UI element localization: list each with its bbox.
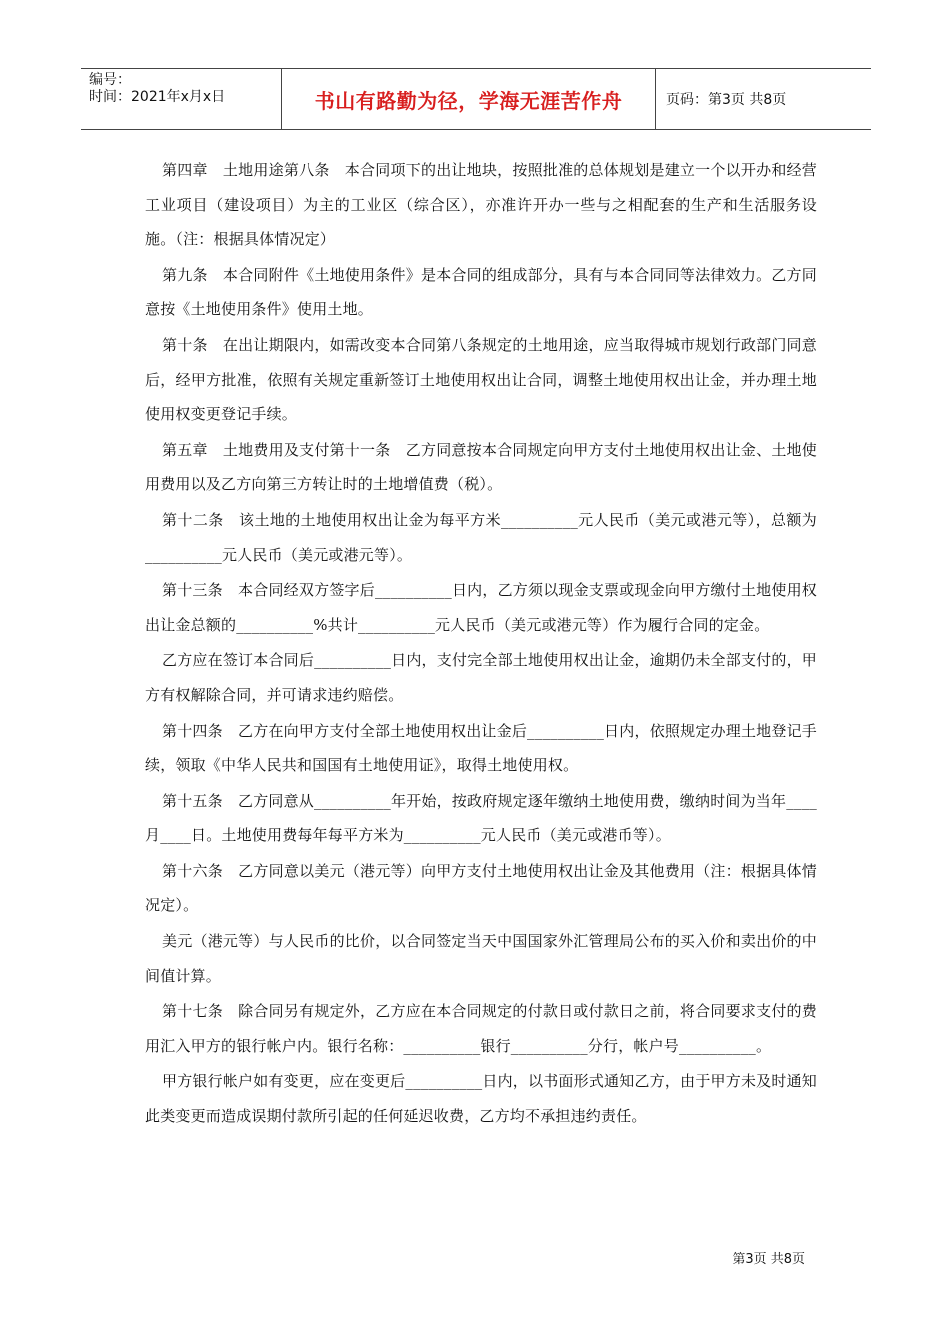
paragraph: 乙方应在签订本合同后__________日内，支付完全部土地使用权出让金，逾期仍未全部支付的，甲方有权解除合同，并可请求违约赔偿。 xyxy=(145,651,817,704)
header-motto: 书山有路勤为径，学海无涯苦作舟 xyxy=(282,69,656,129)
paragraph: 第十七条 除合同另有规定外，乙方应在本合同规定的付款日或付款日之前，将合同要求支付的费用汇入甲方的银行帐户内。银行名称：__________银行__________分行，帐户号__________。 xyxy=(145,1002,817,1055)
paragraph: 第十三条 本合同经双方签字后__________日内，乙方须以现金支票或现金向甲方缴付土地使用权出让金总额的__________%共计__________元人民币（美元或港元等）作为履行合同的定金。 xyxy=(145,581,817,634)
paragraph: 第九条 本合同附件《土地使用条件》是本合同的组成部分，具有与本合同同等法律效力。乙方同意按《土地使用条件》使用土地。 xyxy=(145,265,817,319)
page-footer-number: 第3页 共8页 xyxy=(732,1252,805,1267)
paragraph: 第十六条 乙方同意以美元（港元等）向甲方支付土地使用权出让金及其他费用（注：根据具体情况定）。 xyxy=(145,861,817,915)
header-meta xyxy=(81,69,282,129)
document-time-label: 时间：2021年x月x日 xyxy=(89,89,226,105)
document-body xyxy=(145,153,817,1135)
header-page-number: 页码：第3页 共8页 xyxy=(666,92,787,108)
paragraph: 第十条 在出让期限内，如需改变本合同第八条规定的土地用途，应当取得城市规划行政部门同意后，经甲方批准，依照有关规定重新签订土地使用权出让合同，调整土地使用权出让金，并办理土地使用权变更登记手续。 xyxy=(145,335,817,424)
paragraph: 美元（港元等）与人民币的比价，以合同签定当天中国国家外汇管理局公布的买入价和卖出价的中间值计算。 xyxy=(145,932,817,985)
paragraph: 第五章 土地费用及支付第十一条 乙方同意按本合同规定向甲方支付土地使用权出让金、土地使用费用以及乙方向第三方转让时的土地增值费（税）。 xyxy=(145,440,817,494)
paragraph: 第十二条 该土地的土地使用权出让金为每平方米__________元人民币（美元或港元等），总额为__________元人民币（美元或港元等）。 xyxy=(145,510,817,564)
paragraph: 甲方银行帐户如有变更，应在变更后__________日内，以书面形式通知乙方，由于甲方未及时通知此类变更而造成误期付款所引起的任何延迟收费，乙方均不承担违约责任。 xyxy=(145,1072,817,1126)
paragraph: 第十五条 乙方同意从__________年开始，按政府规定逐年缴纳土地使用费，缴纳时间为当年____月____日。土地使用费每年每平方米为__________元人民币（美元或港币等）。 xyxy=(145,791,818,845)
paragraph: 第十四条 乙方在向甲方支付全部土地使用权出让金后__________日内，依照规定办理土地登记手续，领取《中华人民共和国国有土地使用证》，取得土地使用权。 xyxy=(145,721,817,775)
paragraph: 第四章 土地用途第八条 本合同项下的出让地块，按照批准的总体规划是建立一个以开办和经营工业项目（建设项目）为主的工业区（综合区），亦准许开办一些与之相配套的生产和生活服务设施。（注：根据具体情况定） xyxy=(145,161,817,249)
document-number-label: 编号： xyxy=(89,72,131,88)
page-header xyxy=(81,68,871,130)
